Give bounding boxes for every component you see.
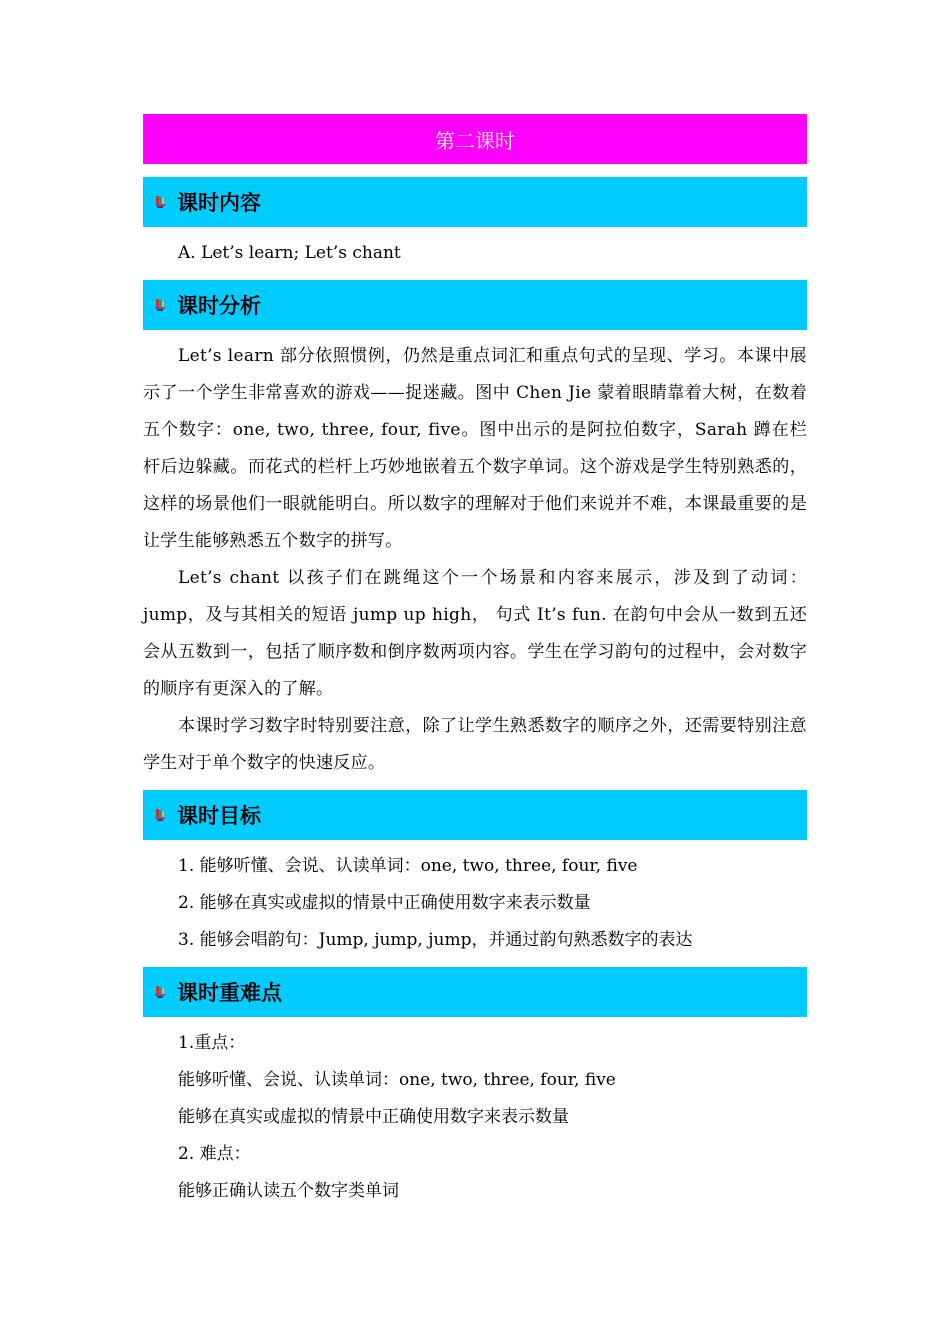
- keypoint-line-3: 能够在真实或虚拟的情景中正确使用数字来表示数量: [178, 1107, 569, 1127]
- section-heading: 课时重难点: [177, 981, 282, 1005]
- section-heading: 课时目标: [177, 804, 261, 828]
- analysis-paragraph-1: Let’s learn 部分依照惯例，仍然是重点词汇和重点句式的呈现、学习。本课中展示了一个学生非常喜欢的游戏——捉迷藏。图中 Chen Jie 蒙着眼睛靠着大树，在数着五个数字：one, two, three, four, five。图中出示的是阿拉伯数字，Sarah 蹲在栏杆后边躲藏。而花式的栏杆上巧妙地嵌着五个数字单词。这个游戏是学生特别熟悉的，这样的场景他们一眼就能明白。所以数字的理解对于他们来说并不难，本课最重要的是让学生能够熟悉五个数字的拼写。: [143, 346, 807, 551]
- section-header-content: [143, 177, 807, 227]
- book-stack-icon: [143, 298, 177, 312]
- content-text: A. Let’s learn; Let’s chant: [178, 243, 401, 263]
- keypoint-line-4: 2. 难点：: [178, 1144, 251, 1164]
- book-stack-icon: [143, 195, 177, 209]
- section-heading: 课时分析: [177, 294, 261, 318]
- goal-item-3: 3. 能够会唱韵句：Jump, jump, jump，并通过韵句熟悉数字的表达: [178, 930, 693, 950]
- lesson-title: 第二课时: [435, 128, 515, 153]
- goal-item-1: 1. 能够听懂、会说、认读单词：one, two, three, four, five: [178, 856, 638, 876]
- analysis-paragraph-3: 本课时学习数字时特别要注意，除了让学生熟悉数字的顺序之外，还需要特别注意学生对于单个数字的快速反应。: [143, 716, 807, 773]
- section-header-keypoints: [143, 967, 807, 1017]
- section-header-goals: [143, 790, 807, 840]
- document-page: [143, 114, 807, 1218]
- book-stack-icon: [143, 808, 177, 822]
- keypoint-line-2: 能够听懂、会说、认读单词：one, two, three, four, five: [178, 1070, 616, 1090]
- goal-item-2: 2. 能够在真实或虚拟的情景中正确使用数字来表示数量: [178, 893, 591, 913]
- keypoint-line-5: 能够正确认读五个数字类单词: [178, 1181, 399, 1201]
- analysis-paragraph-2: Let’s chant 以孩子们在跳绳这个一个场景和内容来展示，涉及到了动词：jump，及与其相关的短语 jump up high， 句式 It’s fun. 在韵句中会从一数到五还会从五数到一，包括了顺序数和倒序数两项内容。学生在学习韵句的过程中，会对数字的顺序有更深入的了解。: [143, 568, 807, 699]
- keypoint-line-1: 1.重点：: [178, 1033, 246, 1053]
- lesson-title-bar: [143, 114, 807, 164]
- section-header-analysis: [143, 280, 807, 330]
- book-stack-icon: [143, 985, 177, 999]
- section-heading: 课时内容: [177, 191, 261, 215]
